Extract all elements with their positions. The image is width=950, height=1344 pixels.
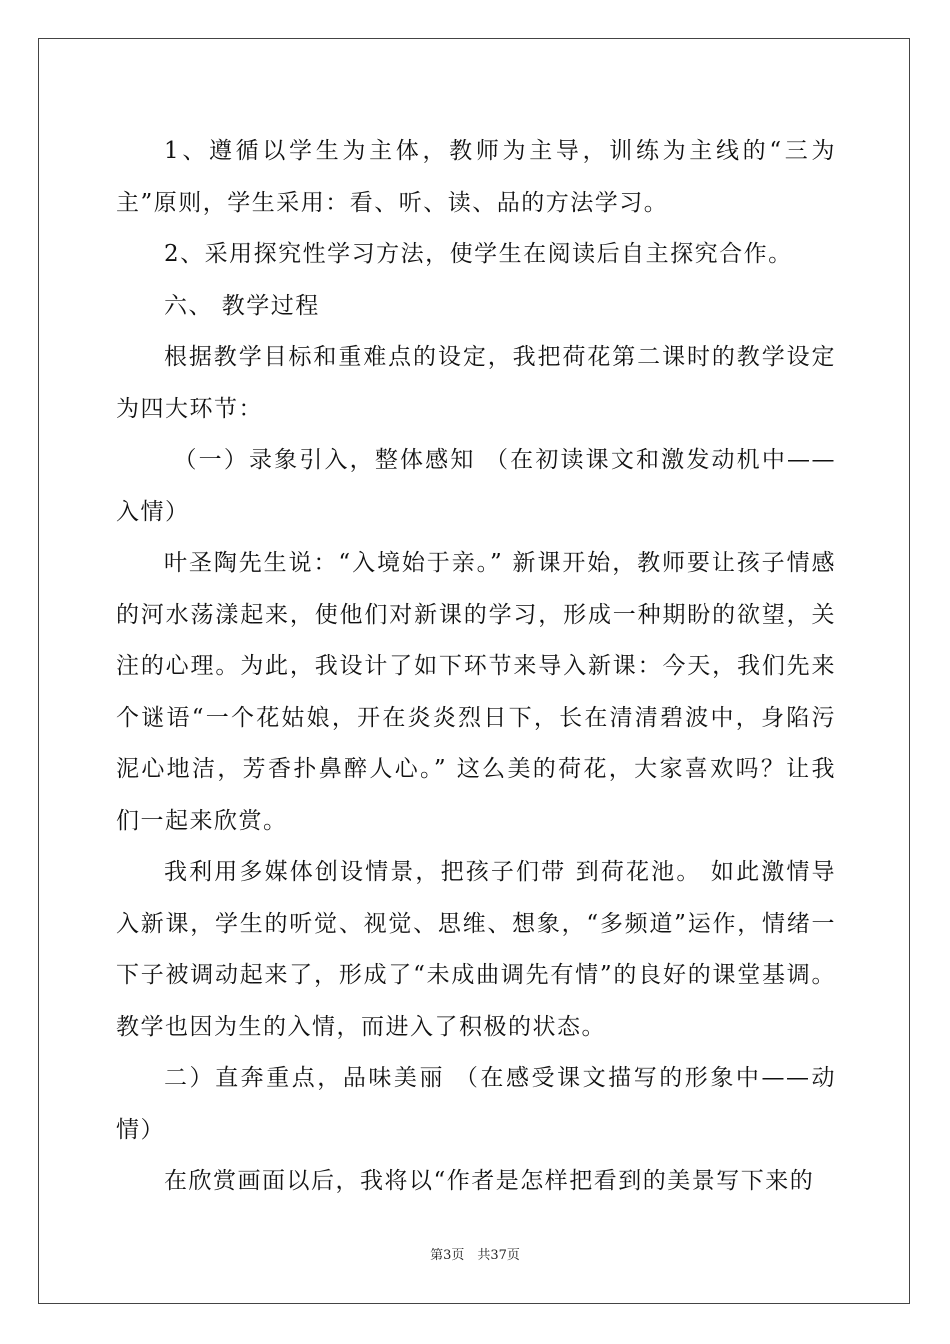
paragraph-four-stages: 根据教学目标和重难点的设定，我把荷花第二课时的教学设定为四大环节：	[116, 344, 836, 422]
paragraph-principle: 1、遵循以学生为主体，教师为主导，训练为主线的“三为主”原则，学生采用：看、听、读、品的方法学习。	[116, 138, 836, 216]
paragraph-inquiry-method: 2、采用探究性学习方法，使学生在阅读后自主探究合作。	[164, 241, 793, 267]
paragraph-introduction: 叶圣陶先生说：“入境始于亲。” 新课开始，教师要让孩子情感的河水荡漾起来，使他们对新课的学习，形成一种期盼的欲望，关注的心理。为此，我设计了如下环节来导入新课：今天，我们先来个谜语“一个花姑娘，开在炎炎烈日下，长在清清碧波中，身陷污泥心地洁，芳香扑鼻醉人心。” 这么美的荷花，大家喜欢吗？让我们一起来欣赏。	[116, 550, 836, 834]
subheading-stage-two: 二）直奔重点，品味美丽 （在感受课文描写的形象中——动情）	[116, 1065, 836, 1143]
subheading-stage-one: （一）录象引入，整体感知 （在初读课文和激发动机中——入情）	[116, 447, 837, 525]
page-number-footer: 第3页 共37页	[430, 1248, 520, 1263]
section-heading-teaching-process: 六、 教学过程	[164, 292, 320, 319]
paragraph-multimedia: 我利用多媒体创设情景，把孩子们带 到荷花池。 如此激情导入新课，学生的听觉、视觉、思维、想象，“多频道”运作，情绪一下子被调动起来了，形成了“未成曲调先有情”的良好的课堂基调。教学也因为生的入情，而进入了积极的状态。	[116, 859, 836, 1040]
paragraph-appreciation: 在欣赏画面以后，我将以“作者是怎样把看到的美景写下来的	[164, 1168, 815, 1194]
document-body	[116, 126, 836, 1208]
